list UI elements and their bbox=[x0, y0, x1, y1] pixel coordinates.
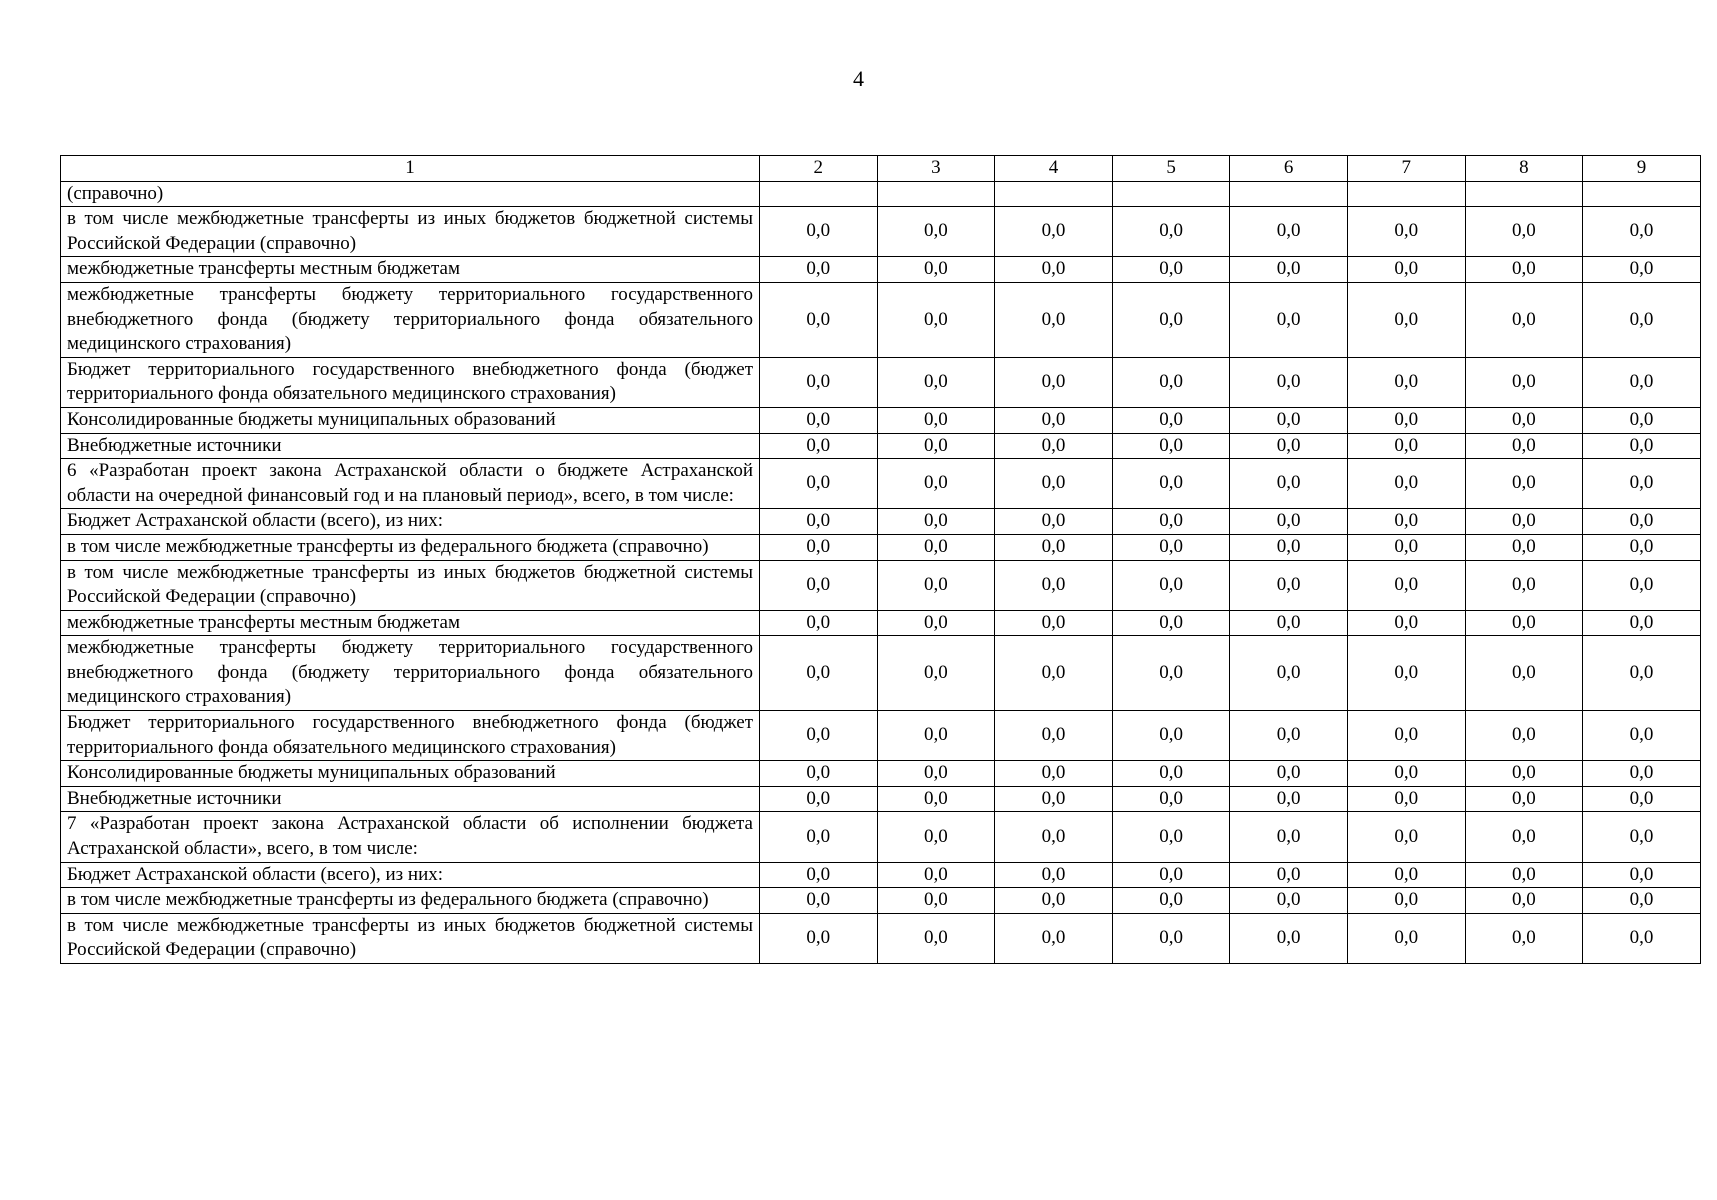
value-cell: 0,0 bbox=[877, 913, 995, 963]
value-cell: 0,0 bbox=[1465, 282, 1583, 357]
value-cell: 0,0 bbox=[1230, 888, 1348, 914]
page-number: 4 bbox=[853, 66, 864, 91]
value-cell: 0,0 bbox=[760, 610, 878, 636]
row-label: Бюджет Астраханской области (всего), из них: bbox=[61, 509, 760, 535]
value-cell: 0,0 bbox=[995, 433, 1113, 459]
value-cell: 0,0 bbox=[995, 610, 1113, 636]
column-header: 2 bbox=[760, 156, 878, 182]
value-cell: 0,0 bbox=[1583, 560, 1701, 610]
row-label: в том числе межбюджетные трансферты из иных бюджетов бюджетной системы Российской Федерации (справочно) bbox=[61, 913, 760, 963]
value-cell: 0,0 bbox=[877, 560, 995, 610]
value-cell: 0,0 bbox=[760, 509, 878, 535]
value-cell: 0,0 bbox=[1230, 711, 1348, 761]
value-cell: 0,0 bbox=[1465, 888, 1583, 914]
value-cell: 0,0 bbox=[1230, 862, 1348, 888]
value-cell: 0,0 bbox=[1347, 786, 1465, 812]
value-cell: 0,0 bbox=[1583, 459, 1701, 509]
table-row bbox=[61, 459, 1701, 509]
value-cell: 0,0 bbox=[1230, 761, 1348, 787]
value-cell: 0,0 bbox=[1112, 812, 1230, 862]
value-cell: 0,0 bbox=[760, 357, 878, 407]
table-row bbox=[61, 812, 1701, 862]
value-cell: 0,0 bbox=[760, 913, 878, 963]
value-cell: 0,0 bbox=[1112, 207, 1230, 257]
value-cell: 0,0 bbox=[1230, 357, 1348, 407]
value-cell: 0,0 bbox=[1230, 812, 1348, 862]
value-cell: 0,0 bbox=[1230, 207, 1348, 257]
value-cell: 0,0 bbox=[1230, 610, 1348, 636]
value-cell: 0,0 bbox=[1465, 534, 1583, 560]
value-cell: 0,0 bbox=[1347, 509, 1465, 535]
value-cell: 0,0 bbox=[1230, 913, 1348, 963]
value-cell: 0,0 bbox=[995, 207, 1113, 257]
value-cell: 0,0 bbox=[1465, 433, 1583, 459]
value-cell: 0,0 bbox=[1583, 610, 1701, 636]
value-cell: 0,0 bbox=[1465, 207, 1583, 257]
table-header bbox=[61, 156, 1701, 182]
value-cell: 0,0 bbox=[1230, 257, 1348, 283]
value-cell: 0,0 bbox=[1347, 913, 1465, 963]
value-cell: 0,0 bbox=[1583, 786, 1701, 812]
column-header: 8 bbox=[1465, 156, 1583, 182]
value-cell: 0,0 bbox=[877, 610, 995, 636]
table-row bbox=[61, 761, 1701, 787]
value-cell: 0,0 bbox=[877, 459, 995, 509]
row-label: межбюджетные трансферты местным бюджетам bbox=[61, 610, 760, 636]
table-row bbox=[61, 711, 1701, 761]
value-cell: 0,0 bbox=[1583, 636, 1701, 711]
value-cell: 0,0 bbox=[1347, 888, 1465, 914]
value-cell: 0,0 bbox=[760, 257, 878, 283]
value-cell: 0,0 bbox=[1112, 534, 1230, 560]
value-cell: 0,0 bbox=[1112, 862, 1230, 888]
row-label: Бюджет Астраханской области (всего), из них: bbox=[61, 862, 760, 888]
table-row bbox=[61, 610, 1701, 636]
column-header: 4 bbox=[995, 156, 1113, 182]
value-cell: 0,0 bbox=[995, 257, 1113, 283]
value-cell bbox=[995, 181, 1113, 207]
value-cell: 0,0 bbox=[877, 357, 995, 407]
value-cell: 0,0 bbox=[1347, 459, 1465, 509]
value-cell: 0,0 bbox=[1583, 207, 1701, 257]
value-cell: 0,0 bbox=[1347, 407, 1465, 433]
value-cell: 0,0 bbox=[1112, 786, 1230, 812]
value-cell: 0,0 bbox=[1465, 636, 1583, 711]
value-cell: 0,0 bbox=[1583, 357, 1701, 407]
value-cell: 0,0 bbox=[1347, 862, 1465, 888]
value-cell: 0,0 bbox=[760, 207, 878, 257]
value-cell: 0,0 bbox=[1230, 786, 1348, 812]
value-cell: 0,0 bbox=[1583, 913, 1701, 963]
value-cell: 0,0 bbox=[1112, 433, 1230, 459]
value-cell: 0,0 bbox=[877, 433, 995, 459]
value-cell: 0,0 bbox=[760, 534, 878, 560]
value-cell: 0,0 bbox=[1465, 509, 1583, 535]
value-cell: 0,0 bbox=[1112, 636, 1230, 711]
column-header: 7 bbox=[1347, 156, 1465, 182]
value-cell: 0,0 bbox=[995, 357, 1113, 407]
value-cell: 0,0 bbox=[1465, 560, 1583, 610]
value-cell: 0,0 bbox=[1112, 459, 1230, 509]
value-cell: 0,0 bbox=[877, 407, 995, 433]
value-cell: 0,0 bbox=[1347, 761, 1465, 787]
value-cell: 0,0 bbox=[1347, 282, 1465, 357]
value-cell: 0,0 bbox=[995, 862, 1113, 888]
row-label: межбюджетные трансферты бюджету территориального государственного внебюджетного фонда (бюджету территориального фонда обязательного медицинского страхования) bbox=[61, 282, 760, 357]
value-cell: 0,0 bbox=[877, 786, 995, 812]
row-label: Консолидированные бюджеты муниципальных образований bbox=[61, 407, 760, 433]
value-cell: 0,0 bbox=[1230, 509, 1348, 535]
value-cell: 0,0 bbox=[760, 812, 878, 862]
row-label: межбюджетные трансферты местным бюджетам bbox=[61, 257, 760, 283]
value-cell: 0,0 bbox=[760, 282, 878, 357]
value-cell: 0,0 bbox=[995, 761, 1113, 787]
value-cell: 0,0 bbox=[1583, 862, 1701, 888]
value-cell: 0,0 bbox=[1230, 560, 1348, 610]
value-cell: 0,0 bbox=[760, 862, 878, 888]
value-cell: 0,0 bbox=[1347, 433, 1465, 459]
value-cell: 0,0 bbox=[995, 636, 1113, 711]
value-cell: 0,0 bbox=[1465, 761, 1583, 787]
value-cell: 0,0 bbox=[877, 761, 995, 787]
table-row bbox=[61, 407, 1701, 433]
value-cell bbox=[1230, 181, 1348, 207]
column-header: 5 bbox=[1112, 156, 1230, 182]
value-cell: 0,0 bbox=[1112, 357, 1230, 407]
value-cell: 0,0 bbox=[760, 560, 878, 610]
value-cell: 0,0 bbox=[1583, 761, 1701, 787]
row-label: в том числе межбюджетные трансферты из иных бюджетов бюджетной системы Российской Федерации (справочно) bbox=[61, 207, 760, 257]
value-cell: 0,0 bbox=[760, 761, 878, 787]
row-label: Внебюджетные источники bbox=[61, 433, 760, 459]
value-cell: 0,0 bbox=[1347, 534, 1465, 560]
table-body bbox=[61, 181, 1701, 963]
value-cell: 0,0 bbox=[1465, 913, 1583, 963]
value-cell: 0,0 bbox=[995, 711, 1113, 761]
value-cell: 0,0 bbox=[1347, 357, 1465, 407]
table-row bbox=[61, 534, 1701, 560]
value-cell bbox=[1465, 181, 1583, 207]
value-cell bbox=[1583, 181, 1701, 207]
value-cell: 0,0 bbox=[1112, 761, 1230, 787]
header-row bbox=[61, 156, 1701, 182]
value-cell: 0,0 bbox=[1583, 257, 1701, 283]
value-cell: 0,0 bbox=[1112, 888, 1230, 914]
value-cell: 0,0 bbox=[1465, 357, 1583, 407]
value-cell: 0,0 bbox=[1465, 812, 1583, 862]
value-cell: 0,0 bbox=[995, 534, 1113, 560]
value-cell: 0,0 bbox=[995, 888, 1113, 914]
value-cell: 0,0 bbox=[1112, 257, 1230, 283]
table-row bbox=[61, 433, 1701, 459]
value-cell: 0,0 bbox=[1112, 282, 1230, 357]
value-cell: 0,0 bbox=[1465, 459, 1583, 509]
value-cell: 0,0 bbox=[877, 534, 995, 560]
value-cell: 0,0 bbox=[760, 407, 878, 433]
column-header: 3 bbox=[877, 156, 995, 182]
value-cell: 0,0 bbox=[995, 560, 1113, 610]
row-label: Внебюджетные источники bbox=[61, 786, 760, 812]
value-cell: 0,0 bbox=[877, 207, 995, 257]
table-row bbox=[61, 207, 1701, 257]
value-cell: 0,0 bbox=[1583, 534, 1701, 560]
value-cell: 0,0 bbox=[1465, 862, 1583, 888]
value-cell: 0,0 bbox=[1230, 433, 1348, 459]
value-cell: 0,0 bbox=[1112, 560, 1230, 610]
value-cell: 0,0 bbox=[1230, 282, 1348, 357]
value-cell: 0,0 bbox=[1465, 786, 1583, 812]
value-cell: 0,0 bbox=[1347, 610, 1465, 636]
table-row bbox=[61, 181, 1701, 207]
value-cell: 0,0 bbox=[1347, 636, 1465, 711]
value-cell: 0,0 bbox=[760, 786, 878, 812]
row-label: Бюджет территориального государственного внебюджетного фонда (бюджет территориального фонда обязательного медицинского страхования) bbox=[61, 711, 760, 761]
row-label: (справочно) bbox=[61, 181, 760, 207]
row-label: Консолидированные бюджеты муниципальных образований bbox=[61, 761, 760, 787]
table-row bbox=[61, 636, 1701, 711]
value-cell: 0,0 bbox=[1112, 610, 1230, 636]
value-cell: 0,0 bbox=[1347, 711, 1465, 761]
value-cell: 0,0 bbox=[877, 711, 995, 761]
table-row bbox=[61, 357, 1701, 407]
value-cell: 0,0 bbox=[760, 433, 878, 459]
table-row bbox=[61, 888, 1701, 914]
value-cell: 0,0 bbox=[1465, 257, 1583, 283]
value-cell bbox=[877, 181, 995, 207]
value-cell: 0,0 bbox=[1583, 282, 1701, 357]
value-cell: 0,0 bbox=[1347, 812, 1465, 862]
value-cell: 0,0 bbox=[1112, 913, 1230, 963]
value-cell: 0,0 bbox=[995, 407, 1113, 433]
value-cell: 0,0 bbox=[1583, 509, 1701, 535]
value-cell: 0,0 bbox=[1230, 459, 1348, 509]
column-header: 1 bbox=[61, 156, 760, 182]
value-cell: 0,0 bbox=[760, 888, 878, 914]
value-cell bbox=[760, 181, 878, 207]
value-cell: 0,0 bbox=[1583, 812, 1701, 862]
row-label: в том числе межбюджетные трансферты из иных бюджетов бюджетной системы Российской Федерации (справочно) bbox=[61, 560, 760, 610]
value-cell: 0,0 bbox=[877, 509, 995, 535]
row-label: межбюджетные трансферты бюджету территориального государственного внебюджетного фонда (бюджету территориального фонда обязательного медицинского страхования) bbox=[61, 636, 760, 711]
value-cell: 0,0 bbox=[760, 711, 878, 761]
value-cell: 0,0 bbox=[1347, 257, 1465, 283]
table-row bbox=[61, 862, 1701, 888]
column-header: 6 bbox=[1230, 156, 1348, 182]
value-cell: 0,0 bbox=[1112, 407, 1230, 433]
value-cell: 0,0 bbox=[1347, 560, 1465, 610]
row-label: 7 «Разработан проект закона Астраханской области об исполнении бюджета Астраханской области», всего, в том числе: bbox=[61, 812, 760, 862]
row-label: в том числе межбюджетные трансферты из федерального бюджета (справочно) bbox=[61, 888, 760, 914]
value-cell: 0,0 bbox=[1583, 407, 1701, 433]
value-cell: 0,0 bbox=[877, 888, 995, 914]
value-cell: 0,0 bbox=[995, 509, 1113, 535]
table-row bbox=[61, 913, 1701, 963]
value-cell bbox=[1112, 181, 1230, 207]
value-cell: 0,0 bbox=[877, 812, 995, 862]
value-cell: 0,0 bbox=[995, 459, 1113, 509]
value-cell: 0,0 bbox=[1230, 534, 1348, 560]
row-label: в том числе межбюджетные трансферты из федерального бюджета (справочно) bbox=[61, 534, 760, 560]
value-cell: 0,0 bbox=[760, 636, 878, 711]
value-cell: 0,0 bbox=[1112, 711, 1230, 761]
table-row bbox=[61, 282, 1701, 357]
value-cell: 0,0 bbox=[1230, 407, 1348, 433]
row-label: Бюджет территориального государственного внебюджетного фонда (бюджет территориального фонда обязательного медицинского страхования) bbox=[61, 357, 760, 407]
value-cell: 0,0 bbox=[1347, 207, 1465, 257]
value-cell: 0,0 bbox=[1583, 433, 1701, 459]
value-cell: 0,0 bbox=[995, 282, 1113, 357]
table-row bbox=[61, 560, 1701, 610]
value-cell: 0,0 bbox=[1112, 509, 1230, 535]
value-cell bbox=[1347, 181, 1465, 207]
table-row bbox=[61, 257, 1701, 283]
value-cell: 0,0 bbox=[877, 636, 995, 711]
value-cell: 0,0 bbox=[1583, 711, 1701, 761]
value-cell: 0,0 bbox=[1230, 636, 1348, 711]
table-row bbox=[61, 786, 1701, 812]
value-cell: 0,0 bbox=[1465, 711, 1583, 761]
value-cell: 0,0 bbox=[1465, 407, 1583, 433]
column-header: 9 bbox=[1583, 156, 1701, 182]
value-cell: 0,0 bbox=[877, 282, 995, 357]
table-row bbox=[61, 509, 1701, 535]
value-cell: 0,0 bbox=[995, 786, 1113, 812]
budget-table bbox=[60, 155, 1701, 964]
value-cell: 0,0 bbox=[877, 862, 995, 888]
row-label: 6 «Разработан проект закона Астраханской области о бюджете Астраханской области на очередной финансовый год и на плановый период», всего, в том числе: bbox=[61, 459, 760, 509]
value-cell: 0,0 bbox=[995, 913, 1113, 963]
value-cell: 0,0 bbox=[1583, 888, 1701, 914]
value-cell: 0,0 bbox=[760, 459, 878, 509]
value-cell: 0,0 bbox=[995, 812, 1113, 862]
value-cell: 0,0 bbox=[1465, 610, 1583, 636]
value-cell: 0,0 bbox=[877, 257, 995, 283]
